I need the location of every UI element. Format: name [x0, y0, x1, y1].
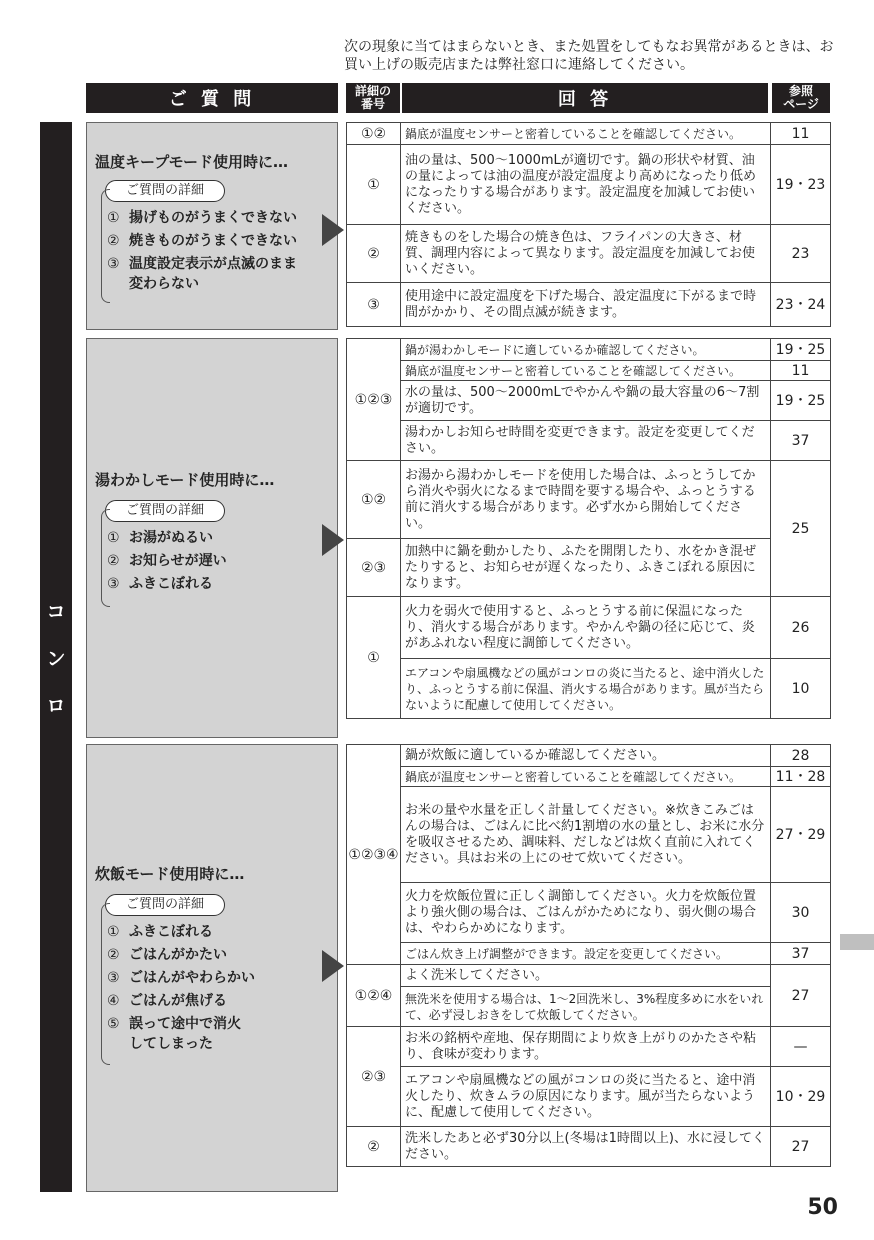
item-number: ①	[107, 210, 120, 226]
detail-label: ご質問の詳細	[105, 180, 225, 202]
answer-text: お米の銘柄や産地、保存期間により炊き上がりのかたさや粘り、食味が変わります。	[401, 1027, 771, 1067]
detail-number: ①	[347, 145, 401, 225]
item-number: ④	[107, 993, 120, 1009]
table-row	[347, 787, 831, 883]
table-row	[347, 123, 831, 145]
question-detail	[97, 179, 297, 297]
detail-items	[107, 922, 257, 1054]
table-row	[347, 421, 831, 461]
detail-item	[107, 968, 257, 988]
ref-page: 27	[771, 1127, 831, 1167]
item-number: ⑤	[107, 1016, 120, 1032]
detail-item	[107, 254, 297, 294]
table-row	[347, 339, 831, 361]
header-answer: 回 答	[402, 83, 768, 113]
ref-page: —	[771, 1027, 831, 1067]
detail-number: ②	[347, 225, 401, 283]
question-title: 温度キープモード使用時に…	[95, 153, 289, 171]
question-detail	[97, 893, 257, 1057]
answer-text: お湯から湯わかしモードを使用した場合は、ふっとうしてから消火や弱火になるまで時間を要する場合や、ふっとうする前に消火する場合があります。必ず水から開始してください。	[401, 461, 771, 539]
table-row	[347, 943, 831, 965]
answer-table-rice-cook	[346, 744, 831, 1167]
detail-number: ①②	[347, 123, 401, 145]
answer-text: 焼きものをした場合の焼き色は、フライパンの大きさ、材質、調理内容によって異なります。設定温度を加減してお使いください。	[401, 225, 771, 283]
answer-text: 鍋が炊飯に適しているか確認してください。	[401, 745, 771, 767]
item-text: ふきこぼれる	[129, 924, 213, 940]
question-box-temp-keep	[86, 122, 338, 330]
table-row	[347, 145, 831, 225]
answer-text: 火力を炊飯位置に正しく調節してください。火力を炊飯位置より強火側の場合は、ごはんがかためになり、弱火側の場合は、やわらかめになります。	[401, 883, 771, 943]
detail-number: ②③	[347, 1027, 401, 1127]
answer-text: ごはん炊き上げ調整ができます。設定を変更してください。	[401, 943, 771, 965]
sidebar-konro	[40, 122, 72, 1192]
ref-page: 30	[771, 883, 831, 943]
answer-text: 使用途中に設定温度を下げた場合、設定温度に下がるまで時間がかかり、その間点滅が続きます。	[401, 283, 771, 327]
answer-text: エアコンや扇風機などの風がコンロの炎に当たると、途中消火したり、炊きムラの原因になります。風が当たらないように、配慮して使用してください。	[401, 1067, 771, 1127]
answer-text: お米の量や水量を正しく計量してください。※炊きこみごはんの場合は、ごはんに比べ約1割増の水の量とし、お米に水分を吸収させるため、調味料、だしなどは炊く直前に入れてください。具はお米の上にのせて炊いてください。	[401, 787, 771, 883]
table-row	[347, 361, 831, 381]
detail-label: ご質問の詳細	[105, 500, 225, 522]
question-box-rice-cook	[86, 744, 338, 1192]
item-number: ①	[107, 924, 120, 940]
item-text: ごはんがかたい	[129, 947, 227, 963]
arrow-icon	[322, 214, 344, 246]
detail-number: ①②	[347, 461, 401, 539]
detail-item	[107, 528, 257, 548]
table-row	[347, 539, 831, 597]
table-row	[347, 1127, 831, 1167]
intro-text: 次の現象に当てはまらないとき、また処置をしてもなお異常があるときは、お買い上げの販売店または弊社窓口に連絡してください。	[344, 39, 834, 73]
item-text: 温度設定表示が点滅のまま変わらない	[129, 256, 297, 292]
detail-number: ①②③	[347, 339, 401, 461]
item-number: ②	[107, 947, 120, 963]
ref-page: 27・29	[771, 787, 831, 883]
item-number: ②	[107, 553, 120, 569]
header-question: ご 質 問	[86, 83, 338, 113]
detail-item	[107, 922, 257, 942]
ref-page: 19・25	[771, 339, 831, 361]
table-row	[347, 659, 831, 719]
sidebar-char: ン	[46, 647, 66, 670]
question-box-water-boil	[86, 338, 338, 738]
detail-item	[107, 945, 257, 965]
answer-text: よく洗米してください。	[401, 965, 771, 987]
ref-page: 23	[771, 225, 831, 283]
item-text: 揚げものがうまくできない	[129, 210, 297, 226]
detail-item	[107, 1014, 247, 1054]
header-detail-no-line2: 番号	[360, 97, 385, 111]
header-detail-no	[346, 83, 400, 113]
question-title: 炊飯モード使用時に…	[95, 865, 245, 883]
item-text: ごはんが焦げる	[129, 993, 227, 1009]
ref-page: 37	[771, 421, 831, 461]
answer-text: 水の量は、500〜2000mLでやかんや鍋の最大容量の6〜7割が適切です。	[401, 381, 771, 421]
answer-table-water-boil	[346, 338, 831, 719]
sidebar-char: コ	[46, 600, 66, 623]
answer-text: 鍋底が温度センサーと密着していることを確認してください。	[401, 123, 771, 145]
ref-page: 37	[771, 943, 831, 965]
item-number: ①	[107, 530, 120, 546]
ref-page: 19・23	[771, 145, 831, 225]
item-number: ③	[107, 256, 120, 272]
item-text: 焼きものがうまくできない	[129, 233, 297, 249]
detail-item	[107, 551, 257, 571]
page-number: 50	[807, 1195, 838, 1220]
item-text: ふきこぼれる	[129, 576, 213, 592]
sidebar-char: ロ	[46, 694, 66, 717]
table-row	[347, 965, 831, 987]
answer-text: 洗米したあと必ず30分以上(冬場は1時間以上)、水に浸してください。	[401, 1127, 771, 1167]
header-detail-no-line1: 詳細の	[354, 84, 391, 98]
detail-item	[107, 991, 257, 1011]
detail-bracket	[101, 189, 110, 303]
detail-bracket	[101, 903, 110, 1065]
table-row	[347, 1027, 831, 1067]
ref-page: 27	[771, 965, 831, 1027]
table-row	[347, 225, 831, 283]
answer-text: 湯わかしお知らせ時間を変更できます。設定を変更してください。	[401, 421, 771, 461]
detail-item	[107, 574, 257, 594]
answer-text: 無洗米を使用する場合は、1〜2回洗米し、3%程度多めに水をいれて、必ず浸しおきをして炊飯してください。	[401, 987, 771, 1027]
ref-page: 28	[771, 745, 831, 767]
ref-page: 26	[771, 597, 831, 659]
question-title: 湯わかしモード使用時に…	[95, 471, 275, 489]
answer-text: 鍋底が温度センサーと密着していることを確認してください。	[401, 361, 771, 381]
answer-text: 鍋底が温度センサーと密着していることを確認してください。	[401, 767, 771, 787]
item-text: お知らせが遅い	[129, 553, 227, 569]
detail-items	[107, 208, 297, 294]
arrow-icon	[322, 524, 344, 556]
header-ref-line2: ページ	[783, 97, 819, 111]
item-number: ③	[107, 970, 120, 986]
ref-page: 11	[771, 123, 831, 145]
detail-number: ①	[347, 597, 401, 719]
header-ref-line1: 参照	[788, 84, 813, 98]
table-row	[347, 597, 831, 659]
detail-number: ②③	[347, 539, 401, 597]
answer-text: 鍋が湯わかしモードに適しているか確認してください。	[401, 339, 771, 361]
item-text: 誤って途中で消火してしまった	[129, 1016, 241, 1052]
side-tab-marker	[840, 934, 874, 950]
detail-item	[107, 231, 297, 251]
detail-item	[107, 208, 297, 228]
ref-page: 25	[771, 461, 831, 597]
table-row	[347, 767, 831, 787]
detail-label: ご質問の詳細	[105, 894, 225, 916]
ref-page: 19・25	[771, 381, 831, 421]
item-text: ごはんがやわらかい	[129, 970, 255, 986]
table-row	[347, 381, 831, 421]
item-text: お湯がぬるい	[129, 530, 213, 546]
question-detail	[97, 499, 257, 597]
detail-number: ②	[347, 1127, 401, 1167]
table-row	[347, 745, 831, 767]
answer-text: 油の量は、500〜1000mLが適切です。鍋の形状や材質、油の量によっては油の温度が設定温度より高めになったり低めになったりする場合があります。設定温度を加減してお使いください。	[401, 145, 771, 225]
header-ref-page	[772, 83, 830, 113]
item-number: ②	[107, 233, 120, 249]
detail-number: ③	[347, 283, 401, 327]
answer-table-temp-keep	[346, 122, 831, 327]
table-row	[347, 883, 831, 943]
ref-page: 10	[771, 659, 831, 719]
item-number: ③	[107, 576, 120, 592]
arrow-icon	[322, 950, 344, 982]
ref-page: 10・29	[771, 1067, 831, 1127]
table-row	[347, 1067, 831, 1127]
ref-page: 11	[771, 361, 831, 381]
answer-text: 加熱中に鍋を動かしたり、ふたを開閉したり、水をかき混ぜたりすると、お知らせが遅くなったり、ふきこぼれる原因になります。	[401, 539, 771, 597]
detail-items	[107, 528, 257, 594]
answer-text: 火力を弱火で使用すると、ふっとうする前に保温になったり、消火する場合があります。やかんや鍋の径に応じて、炎があふれない程度に調節してください。	[401, 597, 771, 659]
detail-number: ①②④	[347, 965, 401, 1027]
detail-bracket	[101, 509, 110, 607]
answer-text: エアコンや扇風機などの風がコンロの炎に当たると、途中消火したり、ふっとうする前に保温、消火する場合があります。風が当たらないように配慮して使用してください。	[401, 659, 771, 719]
ref-page: 11・28	[771, 767, 831, 787]
table-row	[347, 987, 831, 1027]
table-row	[347, 283, 831, 327]
detail-number: ①②③④	[347, 745, 401, 965]
ref-page: 23・24	[771, 283, 831, 327]
table-row	[347, 461, 831, 539]
